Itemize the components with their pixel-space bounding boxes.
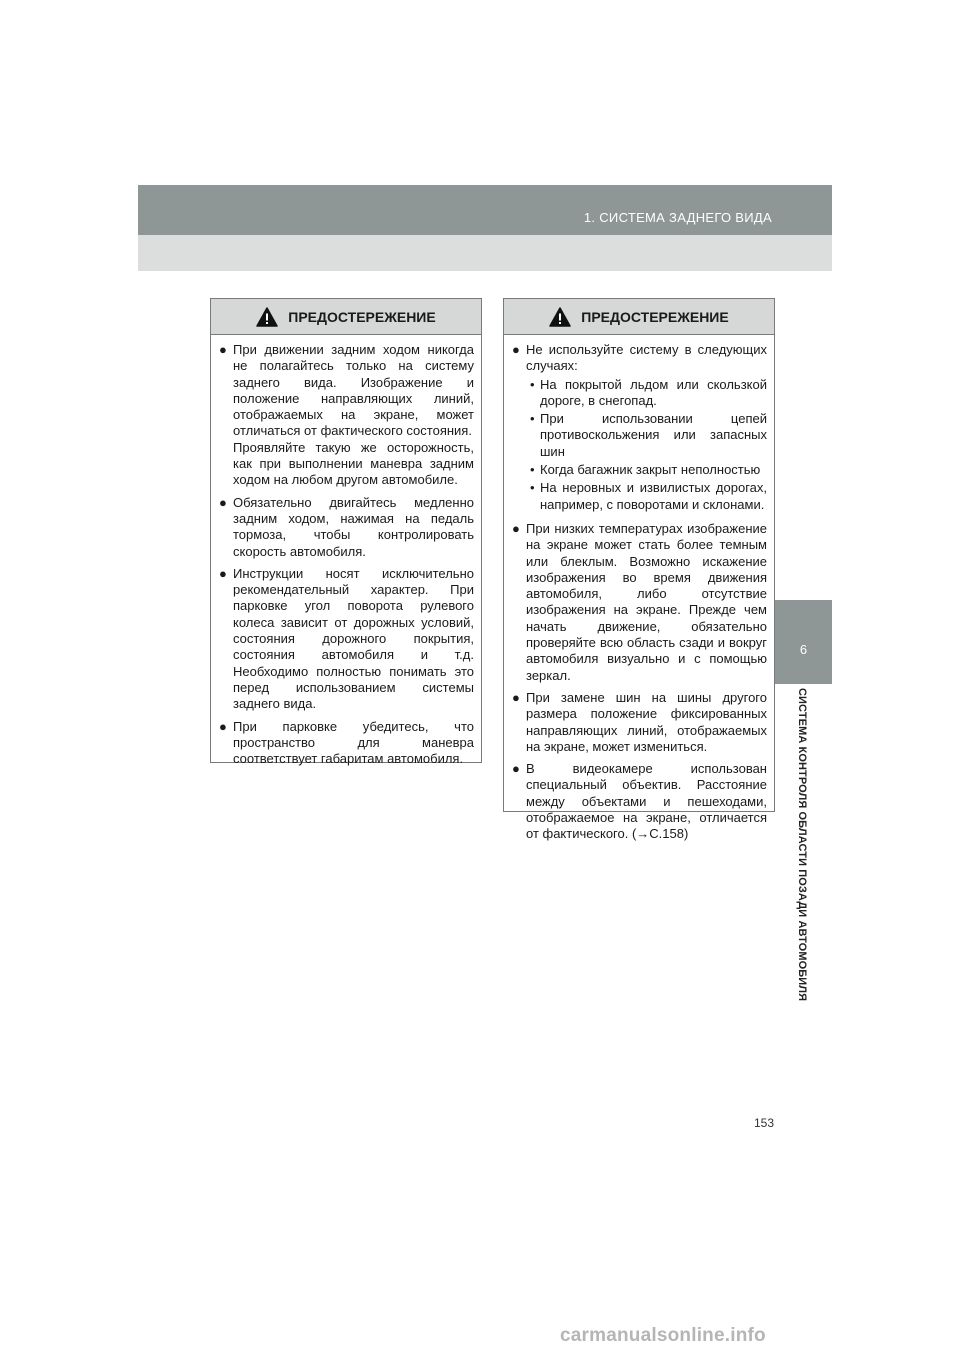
item-text: При низких температурах изображение на экране может стать более темным или блеклым. Возможно искажение изображения во время движения автомобиля, либо отсутствие изображения на экране. Прежде чем начать движение, обязательно проверяйте всю область сзади и вокруг автомобиля визуально и с помощью зеркал. — [526, 520, 767, 683]
page-reference-link[interactable]: С.158) — [649, 826, 689, 842]
list-item — [512, 521, 767, 684]
item-text: Проявляйте такую же осторожность, как при выполнении маневра задним ходом на любом другом автомобиле. — [233, 439, 474, 488]
warning-body — [504, 335, 774, 843]
bullet-icon — [512, 761, 526, 842]
warning-heading: ПРЕДОСТЕРЕЖЕНИЕ — [581, 308, 729, 325]
bullet-icon — [219, 495, 233, 560]
chapter-tab — [775, 600, 832, 684]
warning-heading: ПРЕДОСТЕРЕЖЕНИЕ — [288, 308, 436, 325]
warning-header — [211, 299, 481, 335]
sub-item: • Когда багажник закрыт неполностью — [530, 462, 767, 478]
list-item — [512, 690, 767, 755]
item-text: При движении задним ходом никогда не полагайтесь только на систему заднего вида. Изображение и положение направляющих линий, отображаемых на экране, может отличаться от фактического состояния. — [233, 342, 474, 439]
item-text: При парковке убедитесь, что пространство для маневра соответствует габаритам автомобиля. — [233, 718, 474, 767]
list-item — [512, 761, 767, 842]
arrow-icon: → — [636, 826, 650, 842]
list-item — [219, 719, 474, 768]
sub-item-text: При использовании цепей противоскольжения или запасных шин — [540, 411, 767, 459]
item-text: Инструкции носят исключительно рекомендательный характер. При парковке угол поворота рулевого колеса зависит от дорожных условий, состояния дорожного покрытия, состояния автомобиля и т.д. Необходимо полностью понимать это перед использованием системы заднего вида. — [233, 565, 474, 712]
bullet-icon — [219, 342, 233, 489]
sub-item: • На покрытой льдом или скользкой дороге, в снегопад. — [530, 376, 767, 408]
section-title: 1. СИСТЕМА ЗАДНЕГО ВИДА — [583, 210, 772, 225]
chapter-title-wrap — [775, 688, 832, 1018]
warning-box-left — [210, 298, 482, 767]
sub-item-text: На неровных и извилистых дорогах, например, с поворотами и склонами. — [540, 480, 767, 512]
list-item — [219, 495, 474, 560]
item-text: Не используйте систему в следующих случаях: — [526, 342, 767, 374]
warning-header — [504, 299, 774, 335]
list-item — [512, 342, 767, 515]
bullet-icon — [512, 521, 526, 684]
warning-box-right — [503, 298, 775, 842]
bullet-icon — [512, 690, 526, 755]
warning-body — [211, 335, 481, 767]
header-bar — [138, 185, 832, 235]
item-text: В видеокамере использован специальный объектив. Расстояние между объектами и пешеходами, отображаемое на экране, отличается от фактического. ( — [526, 761, 767, 842]
warning-triangle-icon — [549, 307, 571, 327]
warning-triangle-icon — [256, 307, 278, 327]
bullet-icon — [219, 719, 233, 768]
chapter-number: 6 — [799, 642, 808, 657]
sub-item: • На неровных и извилистых дорогах, например, с поворотами и склонами. — [530, 480, 767, 512]
item-text: При замене шин на шины другого размера положение фиксированных направляющих линий, отображаемых на экране, может измениться. — [526, 689, 767, 754]
sub-item: • При использовании цепей противоскольжения или запасных шин — [530, 411, 767, 459]
page-number: 153 — [753, 1116, 774, 1130]
sub-item-text: На покрытой льдом или скользкой дороге, в снегопад. — [540, 376, 767, 408]
bullet-icon — [512, 342, 526, 515]
sub-item-text: Когда багажник закрыт неполностью — [540, 462, 761, 478]
bullet-icon — [219, 566, 233, 713]
header-subbar — [138, 235, 832, 271]
item-text: Обязательно двигайтесь медленно задним ходом, нажимая на педаль тормоза, чтобы контролировать скорость автомобиля. — [233, 494, 474, 559]
watermark: carmanualsonline.info — [560, 1325, 766, 1346]
list-item — [219, 342, 474, 489]
list-item — [219, 566, 474, 713]
chapter-title: СИСТЕМА КОНТРОЛЯ ОБЛАСТИ ПОЗАДИ АВТОМОБИЛЯ — [796, 688, 808, 1002]
